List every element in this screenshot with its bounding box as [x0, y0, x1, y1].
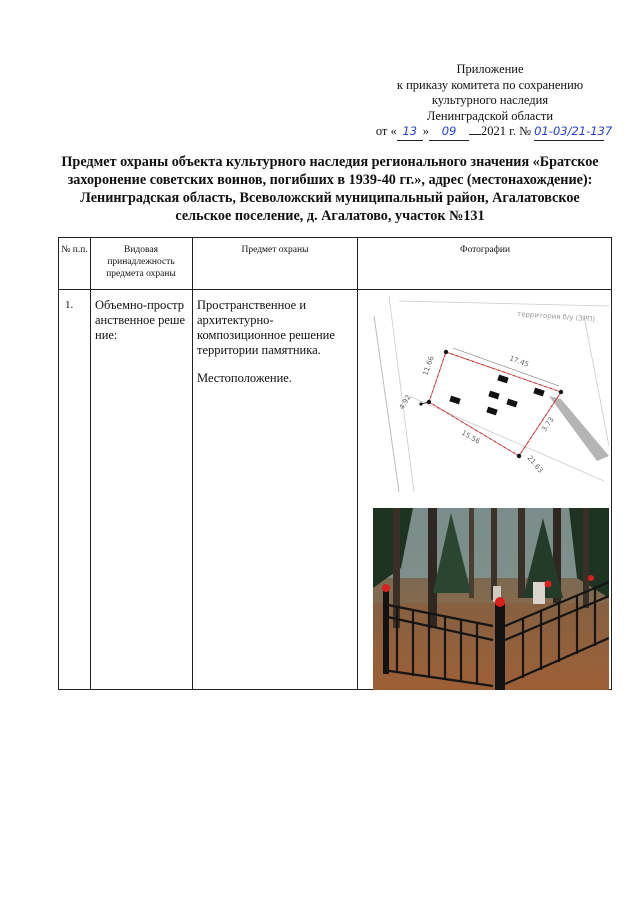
appendix-line-4: Ленинградской области [426, 108, 554, 123]
row-number: 1. [65, 299, 74, 311]
appendix-title: Приложение [456, 62, 524, 76]
grave-marker [449, 396, 460, 405]
plan-dim: 21.63 [525, 454, 545, 475]
document-title: Предмет охраны объекта культурного наследия регионального значения «Братское захоронение советских воинов, погибших в 1939-40 гг.», адрес (местонахождение): Ленинградская область, Всеволожский муниципальный район, Агалатовское сельское поселение, д. Агалатово, участок №131 [61, 154, 599, 224]
grave-marker [488, 391, 499, 400]
plan-dim: 3.73 [540, 415, 556, 434]
order-from-label: от « [375, 124, 397, 138]
plan-dim: 17.45 [508, 354, 530, 369]
row-subject-2: Местоположение. [197, 371, 292, 385]
plan-dim: 4.92 [397, 393, 413, 411]
order-quote-close: » [422, 124, 430, 138]
header-photos: Фотографии [459, 245, 511, 255]
memorial-photo [373, 508, 609, 690]
header-subject: Предмет охраны [241, 245, 309, 255]
header-kind: Видовая принадлежность предмета охраны [106, 245, 176, 279]
header-number: № п.п. [61, 245, 88, 255]
appendix-line-2: к приказу комитета по сохранению [396, 77, 584, 92]
order-day: 13 [397, 124, 423, 141]
row-subject-1: Пространственное и архитектурно-композиционное решение территории памятника. [197, 298, 335, 357]
appendix-line-3: культурного наследия [431, 93, 549, 107]
order-date-number-line [370, 124, 613, 141]
boundary-polygon [429, 352, 561, 456]
plan-dim: 15.56 [460, 428, 482, 446]
grave-marker [533, 388, 544, 397]
protection-table [58, 237, 612, 690]
appendix-header [370, 62, 613, 141]
site-plan-drawing [369, 296, 609, 492]
grave-marker [486, 407, 497, 416]
plan-dim: 11.66 [421, 355, 436, 377]
order-number: 01-03/21-137 [534, 124, 604, 141]
grave-marker [506, 399, 517, 408]
order-year-label: 2021 г. № [481, 124, 532, 138]
grave-marker [497, 375, 508, 384]
row-kind: Объемно-пространственное решение: [95, 298, 186, 342]
road-strip [549, 396, 609, 461]
order-month: 09 [429, 124, 469, 141]
plan-territory-label: территория б/у (ЗРП) [516, 310, 596, 324]
